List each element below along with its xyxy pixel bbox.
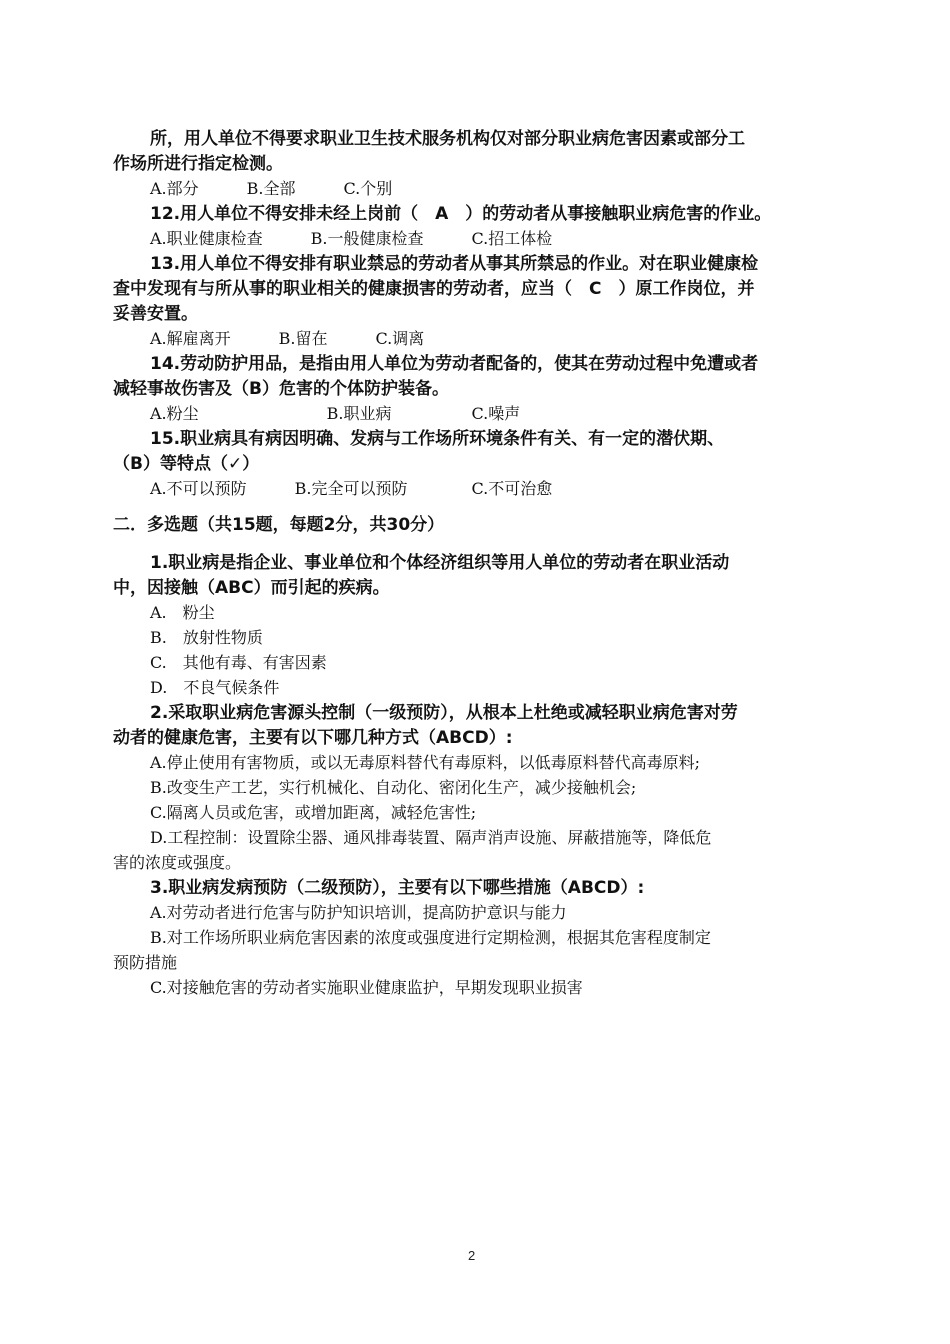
text-line: 妥善安置。	[113, 304, 198, 324]
option-line: C.隔离人员或危害，或增加距离，减轻危害性;	[150, 803, 477, 822]
question-line: 1.职业病是指企业、事业单位和个体经济组织等用人单位的劳动者在职业活动	[150, 553, 730, 573]
page-number: 2	[468, 1248, 476, 1263]
option-line: A. 粉尘	[150, 603, 215, 622]
question-line: 13.用人单位不得安排有职业禁忌的劳动者从事其所禁忌的作业。对在职业健康检	[150, 254, 759, 274]
option-line: D. 不良气候条件	[150, 678, 280, 697]
question-line: 3.职业病发病预防（二级预防），主要有以下哪些措施（ABCD）:	[150, 878, 645, 898]
text-line: 动者的健康危害，主要有以下哪几种方式（ABCD）:	[113, 728, 513, 748]
option-line: D.工程控制：设置除尘器、通风排毒装置、隔声消声设施、屏蔽措施等，降低危	[150, 828, 712, 847]
option-line: B.改变生产工艺，实行机械化、自动化、密闭化生产，减少接触机会;	[150, 778, 637, 797]
option-line: 预防措施	[113, 953, 178, 972]
text-line: 作场所进行指定检测。	[113, 154, 283, 174]
text-line: 查中发现有与所从事的职业相关的健康损害的劳动者，应当（ C ）原工作岗位，并	[113, 279, 755, 299]
question-line: 15.职业病具有病因明确、发病与工作场所环境条件有关、有一定的潜伏期、	[150, 429, 725, 449]
option-line: A.粉尘 B.职业病 C.噪声	[150, 404, 521, 423]
text-line: 中，因接触（ABC）而引起的疾病。	[113, 578, 390, 598]
option-line: A.停止使用有害物质，或以无毒原料替代有毒原料，以低毒原料替代高毒原料;	[150, 753, 701, 772]
option-line: A.职业健康检查 B.一般健康检查 C.招工体检	[150, 229, 553, 248]
text-line: 所，用人单位不得要求职业卫生技术服务机构仅对部分职业病危害因素或部分工	[150, 129, 745, 149]
option-line: C.对接触危害的劳动者实施职业健康监护，早期发现职业损害	[150, 978, 583, 997]
option-line: A.部分 B.全部 C.个别	[150, 179, 393, 198]
text-line: （B）等特点（✓）	[113, 454, 260, 474]
section-heading: 二．多选题（共15题，每题2分，共30分）	[113, 515, 445, 535]
option-line: A.不可以预防 B.完全可以预防 C.不可治愈	[150, 479, 553, 498]
option-line: C. 其他有毒、有害因素	[150, 653, 327, 672]
text-line: 减轻事故伤害及（B）危害的个体防护装备。	[113, 379, 449, 399]
question-line: 12.用人单位不得安排未经上岗前（ A ）的劳动者从事接触职业病危害的作业。	[150, 204, 772, 224]
option-line: B.对工作场所职业病危害因素的浓度或强度进行定期检测，根据其危害程度制定	[150, 928, 711, 947]
option-line: 害的浓度或强度。	[113, 853, 242, 872]
option-line: A.对劳动者进行危害与防护知识培训，提高防护意识与能力	[150, 903, 567, 922]
question-line: 14.劳动防护用品，是指由用人单位为劳动者配备的，使其在劳动过程中免遭或者	[150, 354, 759, 374]
option-line: A.解雇离开 B.留在 C.调离	[150, 329, 425, 348]
question-line: 2.采取职业病危害源头控制（一级预防），从根本上杜绝或减轻职业病危害对劳	[150, 703, 738, 723]
option-line: B. 放射性物质	[150, 628, 263, 647]
